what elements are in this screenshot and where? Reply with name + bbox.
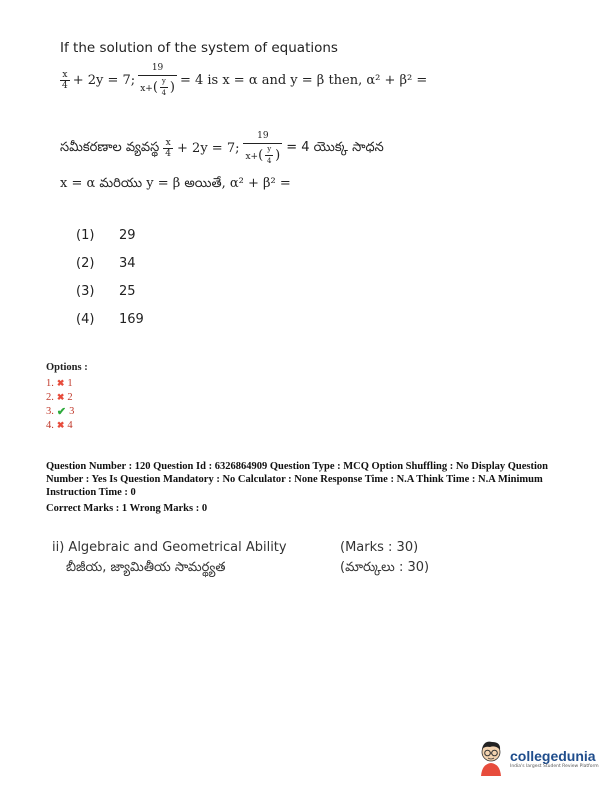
option-row: 2. ✖ 2: [46, 391, 73, 403]
question-metadata: Question Number : 120 Question Id : 6326864909 Question Type : MCQ Option Shuffling : No Display Question Number : Yes Is Question Mandatory : No Calculator : None Response Time : N.A Think Time : N.A Minimum Instruction Time : 0 Correct Marks : 1 Wrong Marks : 0: [46, 461, 549, 514]
answer-item: (3) 25: [76, 284, 136, 299]
section-marks-english: (Marks : 30): [340, 540, 419, 555]
answer-list: [76, 228, 144, 340]
equation-line-english: $\frac{x}{4}$ + 2y = 7; 19 x+( $\frac{y}{4}$ ) = 4 is x = α and y = β then, α² + β² =: [62, 63, 428, 97]
answer-item: (1) 29: [76, 228, 136, 243]
cross-icon: ✖: [56, 377, 65, 388]
logo-name: collegedunia: [510, 747, 596, 764]
fraction-19-over-x-plus: 19 x+( $\frac{y}{4}$ ): [140, 63, 175, 97]
fraction-x-over-4: $\frac{x}{4}$: [62, 69, 68, 91]
option-row: 3. ✔ 3: [46, 405, 75, 418]
section-marks-telugu: (మార్కులు : 30): [340, 560, 430, 575]
check-icon: ✔: [56, 405, 67, 418]
mascot-icon: [476, 740, 506, 776]
option-row: 1. ✖ 1: [46, 377, 73, 389]
section-title-english: ii) Algebraic and Geometrical Ability: [52, 540, 287, 555]
logo-tagline: India's largest Student Review Platform: [510, 763, 599, 769]
collegedunia-logo: [476, 740, 599, 776]
equation-line-telugu: సమీకరణాల వ్యవస్థ $\frac{x}{4}$ + 2y = 7; 19 x+( $\frac{y}{4}$ ) = 4 యొక్క సాధన: [60, 131, 384, 165]
options-title: Options :: [46, 362, 88, 373]
cross-icon: ✖: [56, 419, 65, 430]
cross-icon: ✖: [56, 391, 65, 402]
question-text-english: If the solution of the system of equations: [60, 40, 338, 56]
options-block: [46, 362, 88, 432]
option-row: 4. ✖ 4: [46, 419, 73, 431]
section-title-telugu: బీజీయ, జ్యామితీయ సామర్థ్యత: [66, 560, 226, 575]
answer-item: (4) 169: [76, 312, 144, 327]
question-text-telugu-line2: x = α మరియు y = β అయితే, α² + β² =: [60, 176, 291, 191]
answer-item: (2) 34: [76, 256, 136, 271]
